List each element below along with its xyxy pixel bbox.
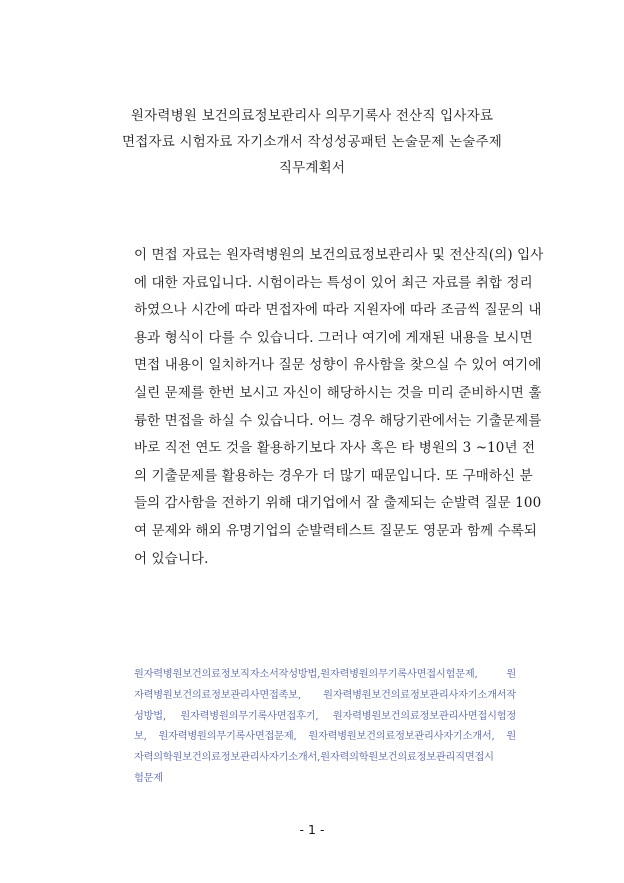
body-line: 면접 내용이 일치하거나 질문 성향이 유사함을 찾으실 수 있어 여기에 (134, 357, 542, 374)
body-line: 하였으나 시간에 따라 면접자에 따라 지원자에 따라 조금씩 질문의 내 (134, 302, 542, 319)
document-title (60, 103, 564, 181)
body-line: 용과 형식이 다를 수 있습니다. 그러나 여기에 게재된 내용을 보시면 (134, 329, 533, 346)
keyword-line: 험문제 (134, 772, 163, 784)
keyword-line: 성방법, 원자력병원의무기록사면접후기, 원자력병원보건의료정보관리사면접시험정 (134, 710, 516, 722)
body-line: 의 기출문제를 활용하는 경우가 더 많기 때문입니다. 또 구매하신 분 (134, 467, 533, 484)
title-line: 원자력병원 보건의료정보관리사 의무기록사 전산직 입사자료 (130, 108, 494, 124)
title-line: 면접자료 시험자료 자기소개서 작성성공패턴 논술문제 논술주제 (122, 134, 502, 150)
body-line: 실린 문제를 한번 보시고 자신이 해당하시는 것을 미리 준비하시면 훌 (134, 384, 542, 401)
keyword-line: 자력병원보건의료정보관리사면접족보, 원자력병원보건의료정보관리사자기소개서작 (134, 689, 516, 701)
body-paragraph (134, 242, 544, 573)
page-number: - 1 - (299, 822, 325, 837)
body-line: 들의 감사함을 전하기 위해 대기업에서 잘 출제되는 순발력 질문 100 (134, 495, 542, 512)
title-line: 직무계획서 (278, 160, 346, 176)
body-line: 어 있습니다. (134, 550, 209, 567)
keyword-line: 원자력병원보건의료정보직자소서작성방법,원자력병원의무기록사면접시험문제, 원 (134, 669, 516, 680)
body-line: 바로 직전 연도 것을 활용하기보다 자사 혹은 타 병원의 3 ~10년 전 (134, 440, 536, 457)
body-line: 이 면접 자료는 원자력병원의 보건의료정보관리사 및 전산직(의) 입사 (134, 247, 544, 263)
keyword-line: 보, 원자력병원의무기록사면접문제, 원자력병원보건의료정보관리사자기소개서, 원 (134, 731, 516, 743)
body-line: 에 대한 자료입니다. 시험이라는 특성이 있어 최근 자료를 취합 정리 (134, 274, 533, 291)
body-line: 여 문제와 해외 유명기업의 순발력테스트 질문도 영문과 함께 수록되 (134, 522, 538, 539)
keyword-line: 자력의학원보건의료정보관리사자기소개서,원자력의학원보건의료정보관리직면접시 (134, 752, 494, 764)
body-line: 륭한 면접을 하실 수 있습니다. 어느 경우 해당기관에서는 기출문제를 (134, 412, 542, 429)
keyword-list (134, 665, 516, 790)
